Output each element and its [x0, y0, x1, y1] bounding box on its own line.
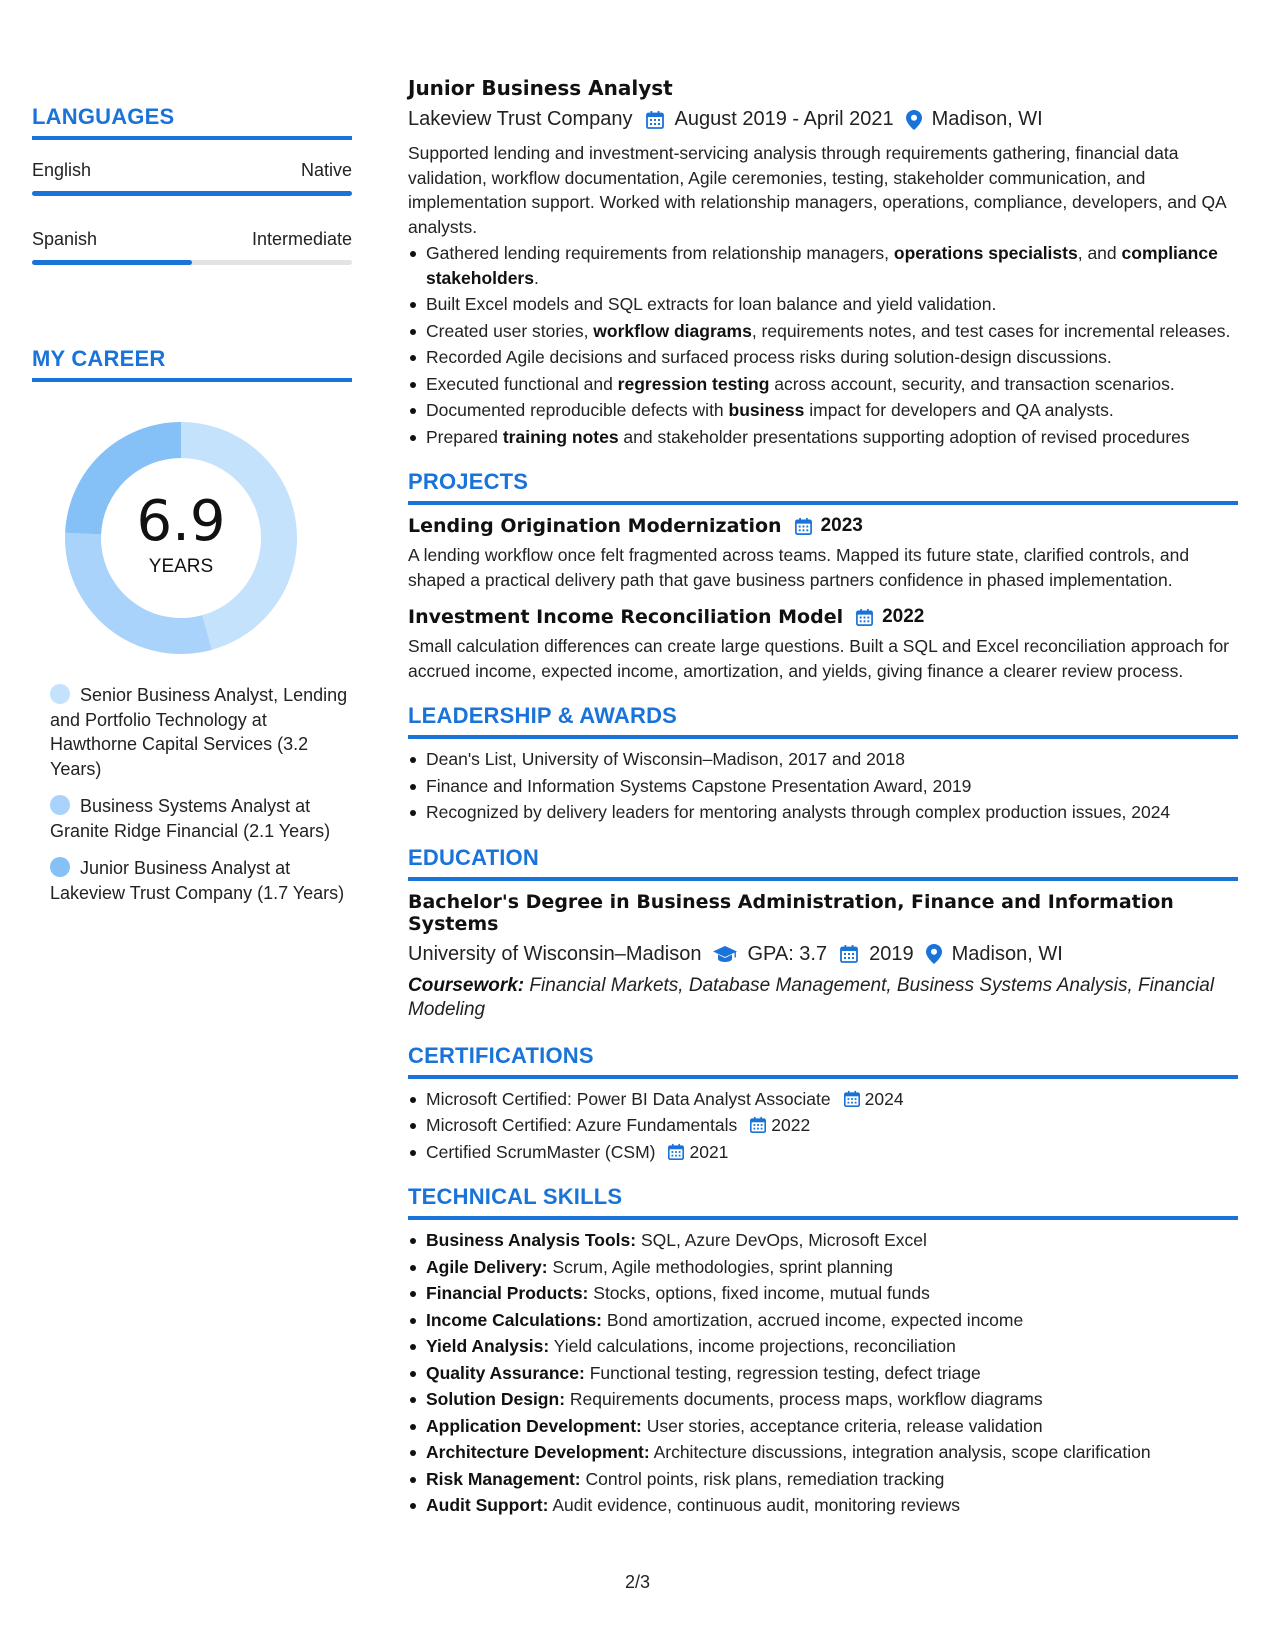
project-title-row — [408, 515, 1238, 537]
list-item: Finance and Information Systems Capstone Presentation Award, 2019 — [408, 774, 1238, 799]
certifications-list — [408, 1087, 1238, 1165]
skill-values: Architecture discussions, integration analysis, scope clarification — [653, 1442, 1151, 1462]
legend-dot — [50, 795, 70, 815]
skills-section — [408, 1184, 1238, 1518]
skill-category: Financial Products: — [426, 1283, 589, 1303]
skill-item — [408, 1440, 1238, 1465]
career-legend-label: Senior Business Analyst, Lending and Portfolio Technology at Hawthorne Capital Services (3.2 Years) — [50, 685, 348, 779]
coursework — [408, 974, 1238, 1023]
projects-heading: PROJECTS — [408, 469, 529, 494]
job-bullet — [408, 319, 1238, 344]
skill-category: Risk Management: — [426, 1468, 581, 1489]
location-pin-icon — [906, 110, 922, 130]
language-item-english — [32, 160, 352, 196]
skill-values: Stocks, options, fixed income, mutual funds — [593, 1283, 930, 1303]
calendar-icon — [855, 608, 874, 627]
donut-center — [65, 422, 297, 654]
leadership-heading: LEADERSHIP & AWARDS — [408, 703, 678, 728]
certification-year: 2022 — [771, 1115, 811, 1135]
list-item: Recognized by delivery leaders for mentoring analysts through complex production issues, 2024 — [408, 800, 1238, 825]
skill-values: SQL, Azure DevOps, Microsoft Excel — [640, 1230, 927, 1250]
certification-name: Microsoft Certified: Azure Fundamentals — [426, 1115, 738, 1135]
certification-item — [408, 1087, 1238, 1112]
career-legend — [50, 683, 350, 918]
calendar-icon — [843, 1090, 861, 1108]
proficiency-fill — [32, 260, 192, 265]
project-title-row — [408, 606, 1238, 628]
skill-item — [408, 1334, 1238, 1359]
degree-title: Bachelor's Degree in Business Administration, Finance and Information Systems — [408, 890, 1174, 935]
skill-values: Audit evidence, continuous audit, monitoring reviews — [552, 1495, 960, 1515]
skills-heading: TECHNICAL SKILLS — [408, 1184, 623, 1209]
bullet-text: Executed functional and — [426, 373, 618, 394]
bullet-text: Built Excel models and SQL extracts for loan balance and yield validation. — [426, 294, 997, 314]
calendar-icon — [839, 944, 859, 964]
bullet-emphasis: compliance stakeholders — [426, 243, 1218, 288]
bullet-emphasis: workflow diagrams — [593, 320, 752, 341]
proficiency-bar — [32, 260, 352, 265]
skill-item — [408, 1387, 1238, 1412]
section-divider — [408, 877, 1238, 881]
job-bullet — [408, 241, 1238, 290]
job-bullet — [408, 425, 1238, 450]
skill-category: Solution Design: — [426, 1389, 566, 1409]
bullet-text: impact for developers and QA analysts. — [804, 400, 1114, 420]
bullet-emphasis: training notes — [502, 426, 619, 447]
skill-item — [408, 1467, 1238, 1492]
skill-category: Business Analysis Tools: — [426, 1230, 637, 1250]
skill-category: Quality Assurance: — [426, 1362, 585, 1383]
skill-item — [408, 1281, 1238, 1306]
projects-section — [408, 469, 1238, 683]
school-location: Madison, WI — [951, 942, 1063, 965]
job-bullet — [408, 398, 1238, 423]
skill-item — [408, 1414, 1238, 1439]
project-description: Small calculation differences can create large questions. Built a SQL and Excel reconciliation approach for accrued income, expected income, amortization, and yields, giving finance a clearer review process. — [408, 636, 1230, 681]
experience-entry — [408, 76, 1238, 449]
section-divider — [32, 136, 352, 140]
bullet-text: Created user stories, — [426, 320, 594, 341]
career-heading: MY CAREER — [32, 346, 166, 371]
bullet-text: Gathered lending requirements from relationship managers, — [426, 243, 894, 263]
project-title: Lending Origination Modernization — [408, 515, 782, 537]
job-meta — [408, 108, 1238, 131]
coursework-list: Financial Markets, Database Management, Business Systems Analysis, Financial Modeling — [408, 974, 1215, 1020]
bullet-text: , and — [1077, 243, 1122, 263]
education-heading: EDUCATION — [408, 844, 539, 870]
page-number: 2/3 — [624, 1572, 651, 1592]
career-legend-item — [50, 794, 350, 843]
project-year: 2023 — [820, 515, 863, 536]
bullet-text: . — [533, 267, 539, 288]
certifications-section — [408, 1043, 1238, 1165]
project-year: 2022 — [882, 606, 925, 627]
career-section — [32, 346, 352, 382]
location-pin-icon — [926, 944, 942, 964]
language-level: Intermediate — [251, 229, 352, 249]
skill-category: Agile Delivery: — [426, 1256, 548, 1277]
career-legend-item — [50, 856, 350, 905]
skill-values: Bond amortization, accrued income, expected income — [606, 1309, 1024, 1330]
skill-category: Audit Support: — [426, 1495, 549, 1515]
certification-item — [408, 1140, 1238, 1165]
job-bullet — [408, 345, 1238, 370]
languages-section — [32, 104, 352, 140]
skills-list — [408, 1228, 1238, 1518]
job-company: Lakeview Trust Company — [408, 108, 633, 130]
skill-item — [408, 1361, 1238, 1386]
leadership-section — [408, 703, 1238, 825]
skill-item — [408, 1493, 1238, 1518]
job-bullet — [408, 372, 1238, 397]
calendar-icon — [667, 1143, 685, 1161]
section-divider — [408, 501, 1238, 505]
graduation-year: 2019 — [869, 942, 914, 965]
job-bullet — [408, 292, 1238, 317]
bullet-text: Recorded Agile decisions and surfaced process risks during solution-design discussions. — [426, 347, 1112, 367]
career-legend-item — [50, 683, 350, 781]
section-divider — [408, 1216, 1238, 1220]
languages-heading: LANGUAGES — [32, 104, 175, 129]
skill-values: Functional testing, regression testing, defect triage — [589, 1362, 981, 1383]
language-level: Native — [300, 160, 352, 180]
calendar-icon — [794, 517, 813, 536]
job-dates: August 2019 - April 2021 — [674, 108, 894, 130]
coursework-label: Coursework: — [408, 974, 525, 996]
skill-category: Architecture Development: — [426, 1442, 650, 1462]
proficiency-bar — [32, 191, 352, 196]
legend-dot — [50, 684, 70, 704]
leadership-list — [408, 747, 1238, 825]
bullet-text: across account, security, and transaction scenarios. — [769, 373, 1175, 394]
list-item: Dean's List, University of Wisconsin–Madison, 2017 and 2018 — [408, 747, 1238, 772]
bullet-text: Documented reproducible defects with — [426, 400, 729, 420]
job-title: Junior Business Analyst — [408, 76, 673, 100]
skill-values: User stories, acceptance criteria, release validation — [646, 1415, 1043, 1436]
main-content — [408, 76, 1238, 1518]
certification-year: 2024 — [864, 1088, 904, 1109]
skill-item — [408, 1228, 1238, 1253]
skill-values: Control points, risk plans, remediation tracking — [585, 1468, 945, 1489]
certification-name: Microsoft Certified: Power BI Data Analyst Associate — [426, 1088, 831, 1109]
graduation-cap-icon — [713, 945, 737, 963]
legend-dot — [50, 857, 70, 877]
skill-values: Yield calculations, income projections, reconciliation — [553, 1336, 956, 1356]
job-summary: Supported lending and investment-servicing analysis through requirements gathering, financial data validation, workflow documentation, Agile ceremonies, testing, stakeholder communication, and implementation support. Worked with relationship managers, operations, compliance, developers, and QA analysts. — [408, 143, 1226, 237]
language-name: Spanish — [32, 229, 98, 249]
proficiency-fill — [32, 191, 352, 196]
education-meta — [408, 943, 1238, 966]
section-divider — [408, 1075, 1238, 1079]
project-title: Investment Income Reconciliation Model — [408, 606, 844, 628]
certification-item — [408, 1113, 1238, 1138]
certifications-heading: CERTIFICATIONS — [408, 1042, 594, 1068]
project-description: A lending workflow once felt fragmented across teams. Mapped its future state, clarified controls, and shaped a practical delivery path that gave business partners confidence in phased implementation. — [408, 545, 1190, 590]
bullet-text: Prepared — [426, 426, 503, 447]
skill-values: Scrum, Agile methodologies, sprint planning — [552, 1256, 893, 1277]
bullet-text: and stakeholder presentations supporting adoption of revised procedures — [618, 426, 1190, 447]
language-name: English — [32, 160, 92, 180]
calendar-icon — [749, 1116, 767, 1134]
skill-category: Income Calculations: — [426, 1309, 603, 1330]
skill-item — [408, 1308, 1238, 1333]
school-name: University of Wisconsin–Madison — [408, 942, 702, 965]
calendar-icon — [645, 110, 665, 130]
bullet-emphasis: regression testing — [617, 373, 770, 394]
skill-item — [408, 1255, 1238, 1280]
gpa: GPA: 3.7 — [747, 942, 828, 965]
career-total-unit: YEARS — [148, 556, 214, 577]
skill-category: Yield Analysis: — [426, 1336, 550, 1356]
education-section — [408, 845, 1238, 1023]
job-bullets — [408, 241, 1238, 449]
career-donut-chart — [65, 422, 297, 654]
bullet-emphasis: business — [728, 400, 805, 420]
career-legend-label: Junior Business Analyst at Lakeview Trust Company (1.7 Years) — [50, 858, 345, 903]
section-divider — [408, 735, 1238, 739]
language-item-spanish — [32, 229, 352, 265]
job-location: Madison, WI — [931, 108, 1043, 130]
career-legend-label: Business Systems Analyst at Granite Ridge Financial (2.1 Years) — [50, 796, 331, 841]
bullet-emphasis: operations specialists — [893, 243, 1078, 263]
bullet-text: , requirements notes, and test cases for incremental releases. — [751, 320, 1231, 341]
skill-category: Application Development: — [426, 1415, 642, 1436]
career-total-years: 6.9 — [136, 489, 226, 554]
skill-values: Requirements documents, process maps, workflow diagrams — [569, 1389, 1043, 1409]
certification-name: Certified ScrumMaster (CSM) — [426, 1141, 656, 1162]
certification-year: 2021 — [689, 1141, 729, 1162]
section-divider — [32, 378, 352, 382]
